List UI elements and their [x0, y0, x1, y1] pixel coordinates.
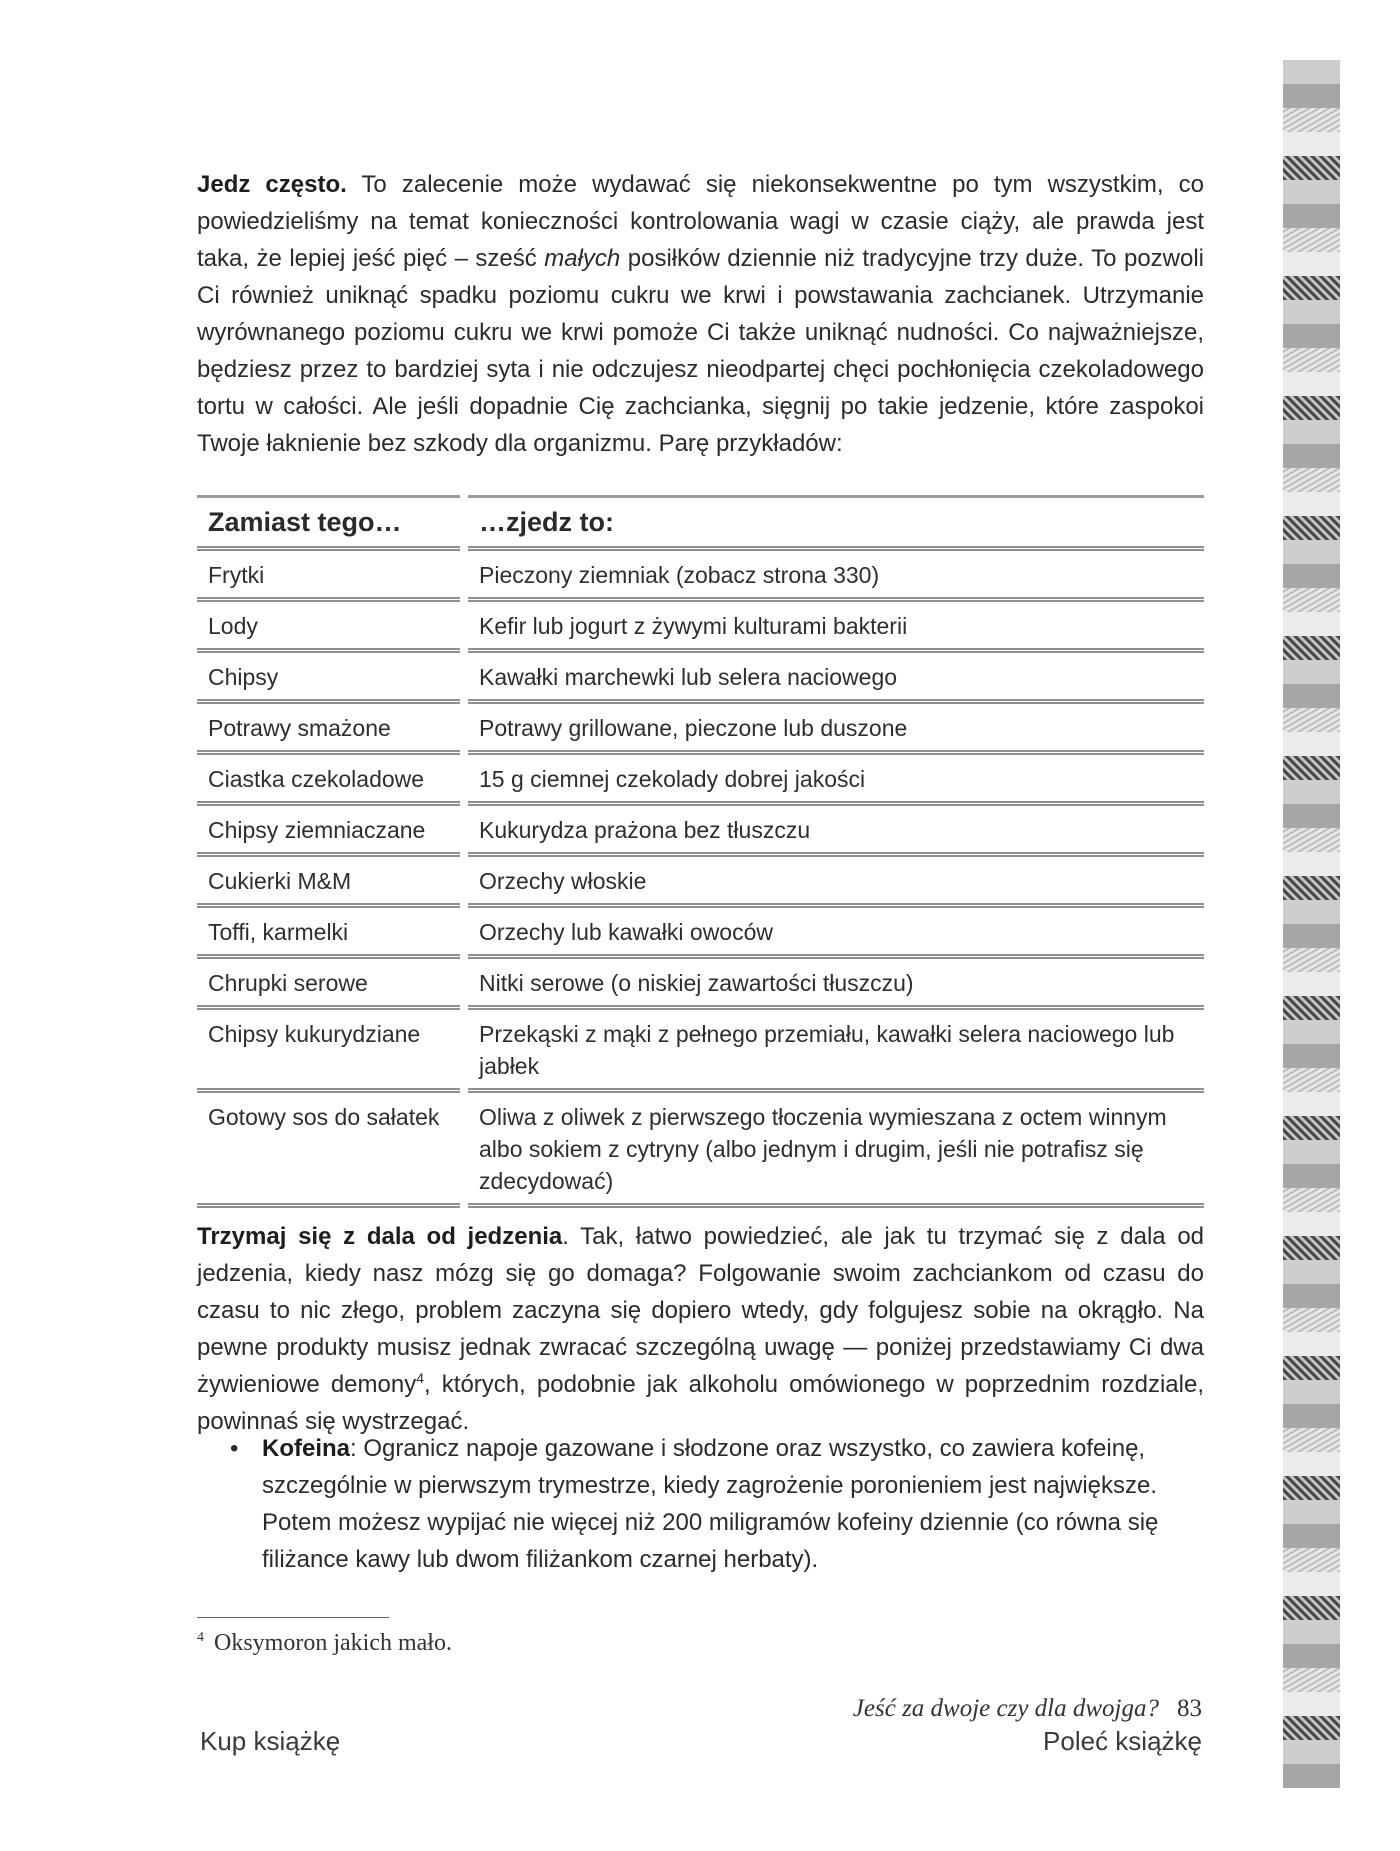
table-cell-instead: Chipsy [197, 653, 460, 704]
table-cell-eat: Potrawy grillowane, pieczone lub duszone [468, 704, 1204, 755]
table-cell-eat: Nitki serowe (o niskiej zawartości tłuszczu) [468, 959, 1204, 1010]
table-row [197, 1010, 1204, 1093]
table-cell-instead: Chipsy kukurydziane [197, 1010, 460, 1093]
table-row [197, 857, 1204, 908]
bullet-body: : Ogranicz napoje gazowane i słodzone oraz wszystko, co zawiera kofeinę, szczególnie w pierwszym trymestrze, kiedy zagrożenie poronieniem jest największe. Potem możesz wypijać nie więcej niż 200 miligramów kofeiny dziennie (co równa się filiżance kawy lub dwom filiżankom czarnej herbaty). [262, 1435, 1159, 1573]
footnote [197, 1630, 452, 1657]
paragraph-text-a: To zalecenie może wydawać się niekonsekwentne po tym wszystkim, co powiedzieliśmy na temat konieczności kontrolowania wagi w czasie ciąży, ale prawda jest taka, że lepiej jeść pięć – sześć [197, 171, 1205, 272]
table-cell-eat: Oliwa z oliwek z pierwszego tłoczenia wymieszana z octem winnym albo sokiem z cytryny (albo jednym i drugim, jeśli nie potrafisz się zdecydować) [468, 1093, 1204, 1208]
substitution-table [197, 495, 1204, 1208]
footnote-reference[interactable]: 4 [416, 1370, 425, 1386]
table-header-instead: Zamiast tego… [197, 495, 460, 551]
running-footer [853, 1695, 1202, 1723]
footnote-text: Oksymoron jakich mało. [214, 1630, 452, 1656]
table-cell-instead: Lody [197, 602, 460, 653]
bullet-dot: • [230, 1435, 239, 1462]
table-cell-instead: Ciastka czekoladowe [197, 755, 460, 806]
table-cell-eat: Przekąski z mąki z pełnego przemiału, kawałki selera naciowego lub jabłek [468, 1010, 1204, 1093]
table-row [197, 755, 1204, 806]
table-row [197, 704, 1204, 755]
paragraph-lead: Jedz często. [197, 171, 347, 198]
paragraph-lead: Trzymaj się z dala od jedzenia [197, 1223, 563, 1250]
paragraph-text [197, 1218, 1204, 1440]
table-cell-eat: Pieczony ziemniak (zobacz strona 330) [468, 551, 1204, 602]
paragraph-emphasis: małych [544, 245, 621, 272]
paragraph-text-a: . Tak, łatwo powiedzieć, ale jak tu trzymać się z dala od jedzenia, kiedy nasz mózg się go domaga? Folgowanie swoim zachciankom od czasu do czasu to nic złego, problem zaczyna się dopiero wtedy, gdy folgujesz sobie na okrągło. Na pewne produkty musisz jednak zwracać szczególną uwagę — poniżej przedstawiamy Ci dwa żywieniowe demony [197, 1223, 1205, 1398]
table-row [197, 908, 1204, 959]
recommend-book-link[interactable]: Poleć książkę [1043, 1726, 1202, 1756]
table-cell-eat: 15 g ciemnej czekolady dobrej jakości [468, 755, 1204, 806]
footnote-divider [197, 1617, 389, 1618]
table-cell-instead: Potrawy smażone [197, 704, 460, 755]
table-row [197, 1093, 1204, 1208]
table-cell-instead: Chrupki serowe [197, 959, 460, 1010]
bullet-item-caffeine [197, 1430, 1204, 1578]
table-cell-eat: Orzechy lub kawałki owoców [468, 908, 1204, 959]
table-cell-eat: Kefir lub jogurt z żywymi kulturami bakterii [468, 602, 1204, 653]
table-cell-instead: Toffi, karmelki [197, 908, 460, 959]
table-row [197, 653, 1204, 704]
table-row [197, 959, 1204, 1010]
bullet-lead: Kofeina [262, 1435, 351, 1462]
table-row [197, 551, 1204, 602]
paragraph-eat-often [197, 166, 1204, 462]
table-cell-instead: Cukierki M&M [197, 857, 460, 908]
table-cell-eat: Kukurydza prażona bez tłuszczu [468, 806, 1204, 857]
page-number: 83 [1177, 1695, 1202, 1722]
table-cell-eat: Kawałki marchewki lub selera naciowego [468, 653, 1204, 704]
table-header-eat: …zjedz to: [468, 495, 1204, 551]
paragraph-stay-away [197, 1218, 1204, 1440]
table-cell-instead: Frytki [197, 551, 460, 602]
paragraph-text-b: , których, podobnie jak alkoholu omówionego w poprzednim rozdziale, powinnaś się wystrzegać. [197, 1371, 1204, 1435]
table-header-row [197, 495, 1204, 551]
running-title: Jeść za dwoje czy dla dwojga? [852, 1695, 1159, 1722]
table-row [197, 602, 1204, 653]
paragraph-text [197, 166, 1204, 462]
footnote-mark: 4 [197, 1630, 204, 1645]
table-cell-instead: Chipsy ziemniaczane [197, 806, 460, 857]
table-row [197, 806, 1204, 857]
buy-book-link[interactable]: Kup książkę [200, 1726, 341, 1756]
bullet-text [262, 1430, 1204, 1578]
paragraph-text-b: posiłków dziennie niż tradycyjne trzy duże. To pozwoli Ci również uniknąć spadku poziomu cukru we krwi i powstawania zachcianek. Utrzymanie wyrównanego poziomu cukru we krwi pomoże Ci także uniknąć nudności. Co najważniejsze, będziesz przez to bardziej syta i nie odczujesz nieodpartej chęci pochłonięcia czekoladowego tortu w całości. Ale jeśli dopadnie Cię zachcianka, sięgnij po takie jedzenie, które zaspokoi Twoje łaknienie bez szkody dla organizmu. Parę przykładów: [197, 245, 1205, 457]
decorative-side-strip [1283, 60, 1340, 1795]
table-cell-eat: Orzechy włoskie [468, 857, 1204, 908]
table-cell-instead: Gotowy sos do sałatek [197, 1093, 460, 1208]
